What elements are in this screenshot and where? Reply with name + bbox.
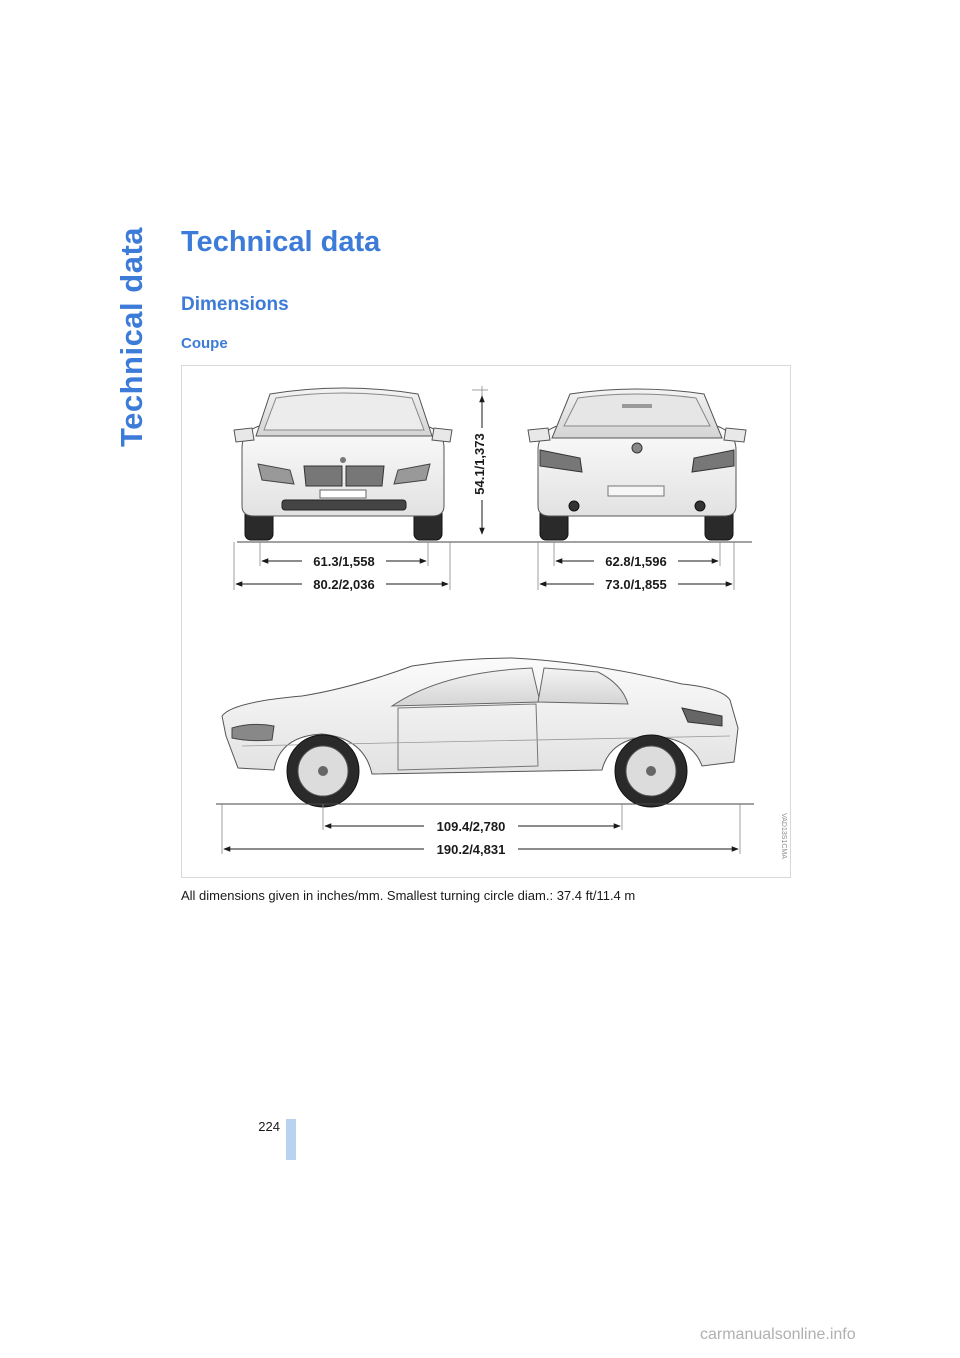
subsection-title: Coupe (181, 335, 228, 352)
front-track-label: 61.3/1,558 (313, 554, 375, 569)
dimensions-diagram (182, 366, 790, 877)
dimensions-figure (181, 365, 791, 878)
side-view-car (222, 658, 738, 807)
page-number: 224 (258, 1119, 280, 1134)
length-label: 190.2/4,831 (436, 842, 506, 857)
wheelbase-dimension (323, 804, 622, 835)
rear-view-car (528, 389, 746, 540)
side-tab-label: Technical data (114, 226, 149, 448)
figure-code: VAD13S1CMA (780, 813, 787, 859)
front-track-dimension (260, 542, 428, 570)
rear-track-label: 62.8/1,596 (605, 554, 667, 569)
section-title: Dimensions (181, 294, 289, 315)
rear-track-dimension (554, 542, 720, 570)
page-title: Technical data (181, 226, 381, 258)
watermark: carmanualsonline.info (700, 1326, 856, 1343)
page-bar (286, 1119, 296, 1160)
wheelbase-label: 109.4/2,780 (436, 819, 506, 834)
front-height-dimension (470, 390, 492, 534)
dimensions-caption: All dimensions given in inches/mm. Smallest turning circle diam.: 37.4 ft/11.4 m (181, 888, 636, 903)
front-height-label: 54.1/1,373 (472, 433, 487, 495)
front-width-label: 80.2/2,036 (313, 577, 375, 592)
side-tab (112, 226, 152, 448)
front-view-car (234, 388, 452, 540)
rear-width-label: 73.0/1,855 (605, 577, 667, 592)
